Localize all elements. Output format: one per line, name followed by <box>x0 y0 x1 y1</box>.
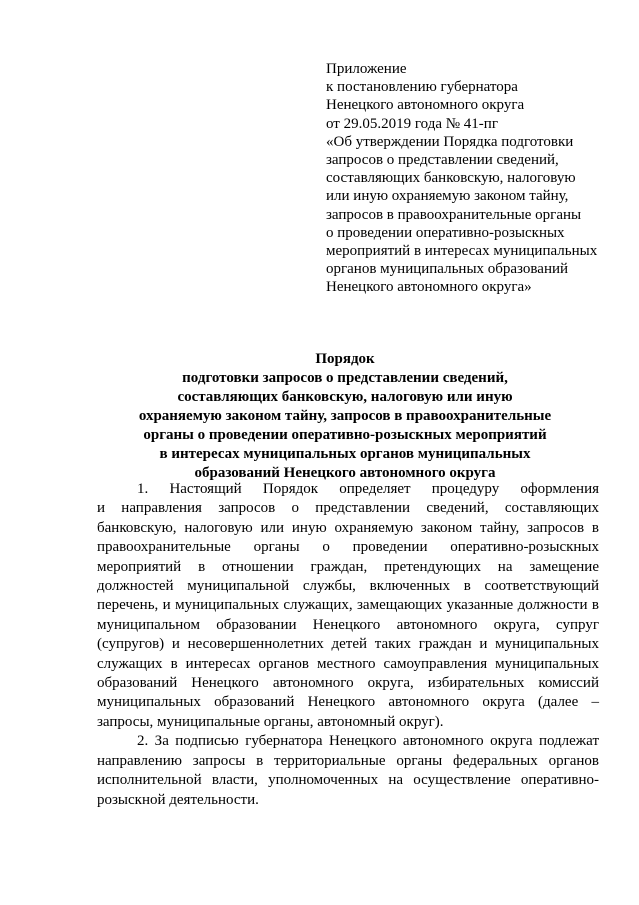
appendix-line: Ненецкого автономного округа <box>326 97 525 114</box>
paragraph-line: муниципальном образовании Ненецкого автономного округа, супруг <box>97 616 599 633</box>
appendix-header <box>326 60 616 297</box>
paragraph-line: (супругов) и несовершеннолетних детей таких граждан и муниципальных <box>97 636 599 653</box>
title-line: подготовки запросов о представлении сведений, <box>182 370 508 386</box>
document-title <box>100 350 590 483</box>
appendix-line: «Об утверждении Порядка подготовки <box>326 133 574 150</box>
title-line: составляющих банковскую, налоговую или иную <box>177 389 513 405</box>
appendix-line: запросов о представлении сведений, <box>326 152 559 169</box>
paragraph-line: розыскной деятельности. <box>97 791 259 808</box>
appendix-line: о проведении оперативно-розыскных <box>326 224 565 241</box>
paragraph-line: запросы, муниципальные органы, автономный округ). <box>97 713 444 730</box>
appendix-line: органов муниципальных образований <box>326 261 569 278</box>
paragraph-line: банковскую, налоговую или иную охраняемую законом тайну, запросов в <box>97 519 599 536</box>
paragraph-line: 2. За подписью губернатора Ненецкого автономного округа подлежат <box>137 733 599 750</box>
appendix-line: Приложение <box>326 61 407 77</box>
appendix-line: запросов в правоохранительные органы <box>326 206 582 223</box>
title-line: образований Ненецкого автономного округа <box>194 465 496 481</box>
title-line: охраняемую законом тайну, запросов в правоохранительные <box>138 408 552 424</box>
paragraph-line: направлению запросы в территориальные органы федеральных органов <box>97 752 599 769</box>
appendix-line: или иную охраняемую законом тайну, <box>326 188 569 205</box>
paragraph-line: правоохранительные органы о проведении оперативно-розыскных <box>97 539 599 556</box>
paragraph-line: 1. Настоящий Порядок определяет процедуру оформления <box>137 481 599 497</box>
paragraph-line: образований Ненецкого автономного округа, избирательных комиссий <box>97 675 599 692</box>
paragraph-line: исполнительной власти, уполномоченных на осуществление оперативно- <box>97 772 599 789</box>
title-line: Порядок <box>315 351 375 367</box>
paragraph-2 <box>97 732 599 810</box>
paragraph-line: муниципальных образований Ненецкого автономного округа (далее – <box>97 694 599 711</box>
paragraph-line: должностей муниципальной службы, включенных в соответствующий <box>97 578 599 595</box>
paragraph-line: мероприятий в отношении граждан, претендующих на замещение <box>97 558 599 575</box>
appendix-line: к постановлению губернатора <box>326 79 518 96</box>
paragraph-line: служащих в интересах органов местного самоуправления муниципальных <box>97 655 599 672</box>
paragraph-line: перечень, и муниципальных служащих, замещающих указанные должности в <box>97 597 599 614</box>
appendix-line: Ненецкого автономного округа» <box>326 279 532 296</box>
appendix-line: от 29.05.2019 года № 41-пг <box>326 115 498 132</box>
paragraph-1 <box>97 480 599 732</box>
appendix-line: составляющих банковскую, налоговую <box>326 170 576 187</box>
title-line: в интересах муниципальных органов муниципальных <box>159 446 531 462</box>
title-line: органы о проведении оперативно-розыскных мероприятий <box>143 427 547 443</box>
paragraph-line: и направления запросов о представлении сведений, составляющих <box>97 500 599 517</box>
document-body <box>97 480 599 810</box>
appendix-line: мероприятий в интересах муниципальных <box>326 243 598 260</box>
